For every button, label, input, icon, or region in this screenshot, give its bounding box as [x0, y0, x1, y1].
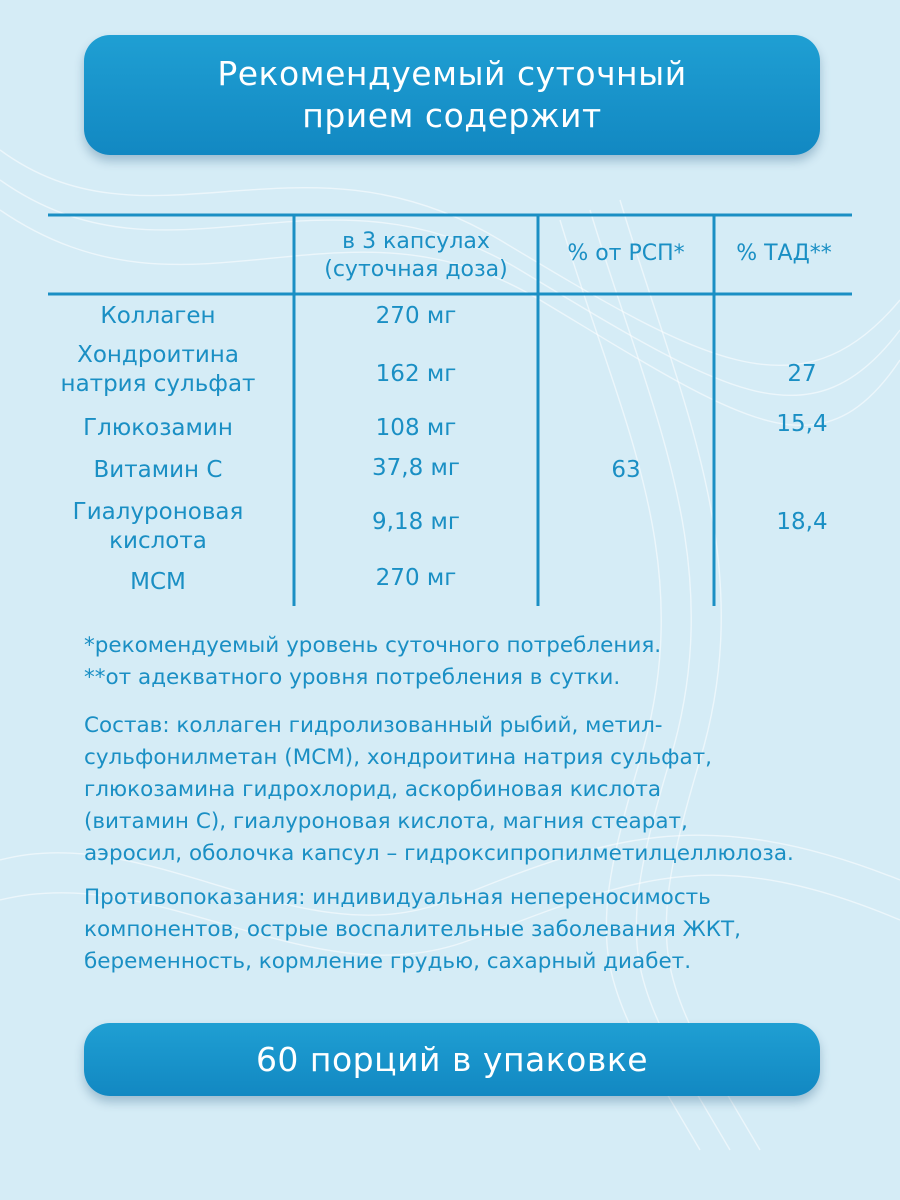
row-name-vitamin-c: Витамин С [93, 457, 223, 483]
row-tad-glucosamine: 15,4 [776, 411, 828, 437]
title-line-2: прием содержит [302, 96, 602, 135]
hyaluronic-name-line-2: кислота [109, 528, 207, 554]
composition-line-5: аэросил, оболочка капсул – гидроксипропилметилцеллюлоза. [84, 841, 794, 866]
row-dose-msm: 270 мг [375, 565, 457, 591]
row-name-collagen: Коллаген [100, 303, 216, 329]
row-name-glucosamine: Глюкозамин [83, 415, 233, 441]
row-tad-chondroitin: 27 [787, 361, 817, 387]
row-name-chondroitin [40, 341, 276, 399]
hyaluronic-name-line-1: Гиалуроновая [72, 499, 244, 525]
composition-line-3: глюкозамина гидрохлорид, аскорбиновая кислота [84, 777, 662, 802]
chondroitin-name-line-1: Хондроитина [77, 342, 239, 368]
composition-paragraph [84, 710, 874, 870]
footnote-rsp: *рекомендуемый уровень суточного потребления. [84, 633, 662, 658]
title-line-1: Рекомендуемый суточный [217, 54, 687, 93]
row-rsp-vitamin-c: 63 [611, 457, 641, 483]
row-dose-vitamin-c: 37,8 мг [372, 455, 460, 481]
row-dose-chondroitin: 162 мг [375, 361, 457, 387]
servings-banner [84, 1023, 820, 1096]
row-dose-hyaluronic-acid: 9,18 мг [372, 509, 460, 535]
column-header-dose [294, 228, 538, 284]
row-dose-glucosamine: 108 мг [375, 415, 457, 441]
footnotes [84, 630, 874, 694]
column-header-rsp: % от РСП* [567, 241, 685, 266]
contraindications-line-3: беременность, кормление грудью, сахарный диабет. [84, 949, 692, 974]
footnote-tad: **от адекватного уровня потребления в сутки. [84, 665, 621, 690]
row-tad-hyaluronic-acid: 18,4 [776, 509, 828, 535]
composition-line-1: Состав: коллаген гидролизованный рыбий, метил- [84, 713, 663, 738]
row-name-msm: МСМ [130, 569, 186, 595]
contraindications-line-2: компонентов, острые воспалительные заболевания ЖКТ, [84, 917, 741, 942]
dose-header-line-1: в 3 капсулах [342, 229, 490, 254]
chondroitin-name-line-2: натрия сульфат [60, 371, 256, 397]
servings-label: 60 порций в упаковке [255, 1040, 649, 1079]
composition-line-2: сульфонилметан (МСМ), хондроитина натрия сульфат, [84, 745, 713, 770]
dose-header-line-2: (суточная доза) [324, 257, 508, 282]
composition-line-4: (витамин С), гиалуроновая кислота, магния стеарат, [84, 809, 688, 834]
contraindications-line-1: Противопоказания: индивидуальная непереносимость [84, 885, 711, 910]
column-header-tad: % ТАД** [736, 241, 832, 266]
row-dose-collagen: 270 мг [375, 303, 457, 329]
row-name-hyaluronic-acid [40, 498, 276, 556]
contraindications-paragraph [84, 882, 874, 978]
